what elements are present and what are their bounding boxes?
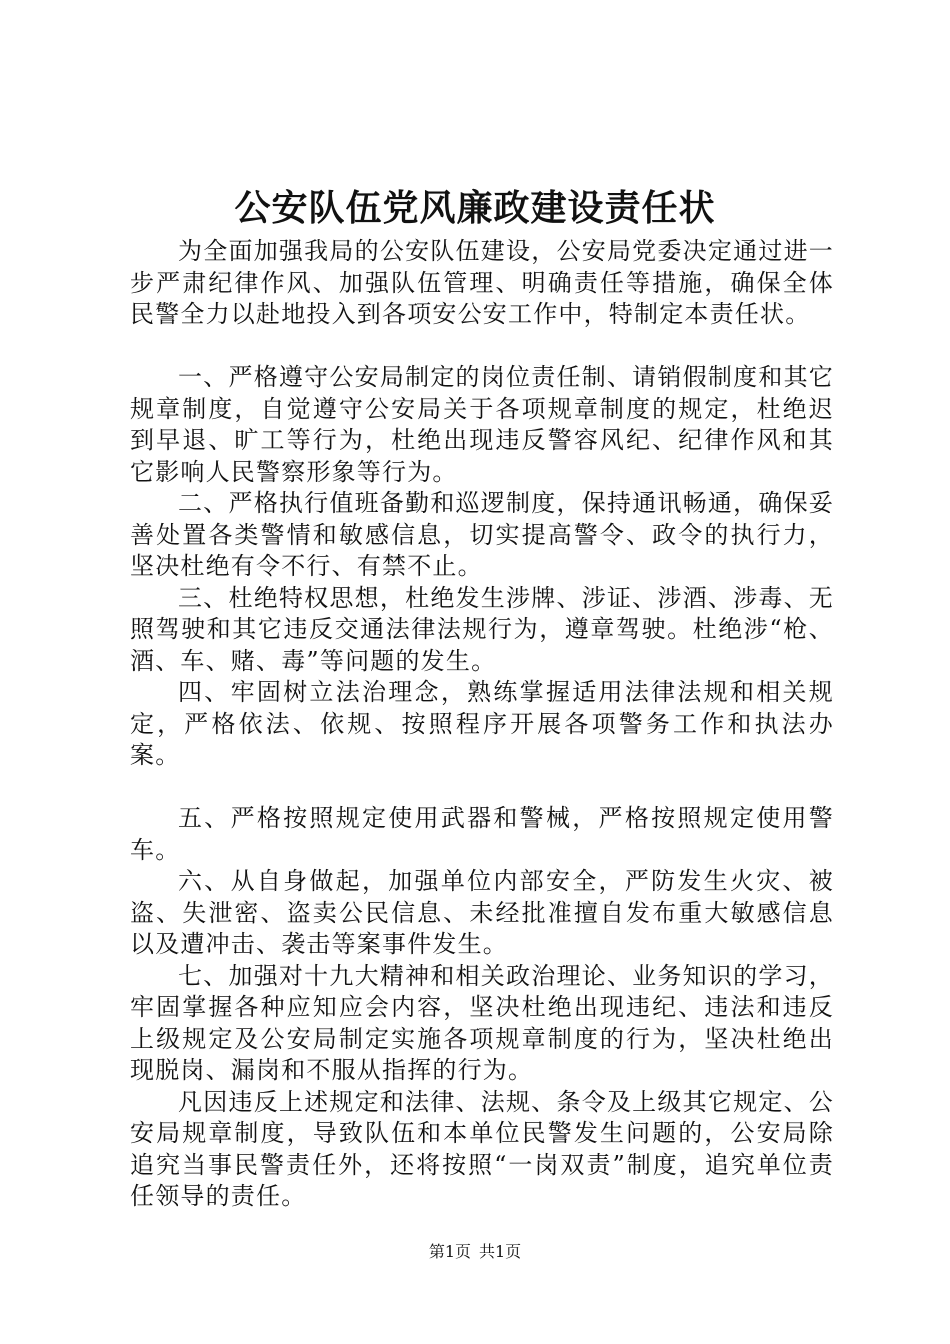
page-number: 第1页 — [428, 1242, 471, 1261]
paragraph-item-1: 一、严格遵守公安局制定的岗位责任制、请销假制度和其它规章制度，自觉遵守公安局关于各项规章制度的规定，杜绝迟到早退、旷工等行为，杜绝出现违反警容风纪、纪律作风和其它影响人民警察形象等行为。 — [130, 363, 834, 486]
paragraph-item-6: 六、从自身做起，加强单位内部安全，严防发生火灾、被盗、失泄密、盗卖公民信息、未经批准擅自发布重大敏感信息以及遭冲击、袭击等案事件发生。 — [130, 867, 834, 958]
paragraph-item-5: 五、严格按照规定使用武器和警械，严格按照规定使用警车。 — [130, 804, 834, 864]
paragraph-item-2: 二、严格执行值班备勤和巡逻制度，保持通讯畅通，确保妥善处置各类警情和敏感信息，切实提高警令、政令的执行力，坚决杜绝有令不行、有禁不止。 — [130, 489, 834, 580]
page-footer — [0, 1241, 950, 1263]
document-title: 公安队伍党风廉政建设责任状 — [234, 187, 716, 229]
document-body — [130, 236, 834, 1213]
paragraph-closing: 凡因违反上述规定和法律、法规、条令及上级其它规定、公安局规章制度，导致队伍和本单位民警发生问题的，公安局除追究当事民警责任外，还将按照“一岗双责”制度，追究单位责任领导的责任。 — [130, 1087, 834, 1210]
page-total: 共1页 — [479, 1242, 522, 1261]
paragraph-item-7: 七、加强对十九大精神和相关政治理论、业务知识的学习，牢固掌握各种应知应会内容，坚决杜绝出现违纪、违法和违反上级规定及公安局制定实施各项规章制度的行为，坚决杜绝出现脱岗、漏岗和不服从指挥的行为。 — [130, 961, 834, 1084]
paragraph-intro: 为全面加强我局的公安队伍建设，公安局党委决定通过进一步严肃纪律作风、加强队伍管理、明确责任等措施，确保全体民警全力以赴地投入到各项安公安工作中，特制定本责任状。 — [130, 237, 834, 328]
paragraph-item-3: 三、杜绝特权思想，杜绝发生涉牌、涉证、涉酒、涉毒、无照驾驶和其它违反交通法律法规行为，遵章驾驶。杜绝涉“枪、酒、车、赌、毒”等问题的发生。 — [130, 583, 834, 675]
paragraph-item-4: 四、牢固树立法治理念，熟练掌握适用法律法规和相关规定，严格依法、依规、按照程序开展各项警务工作和执法办案。 — [130, 678, 834, 769]
